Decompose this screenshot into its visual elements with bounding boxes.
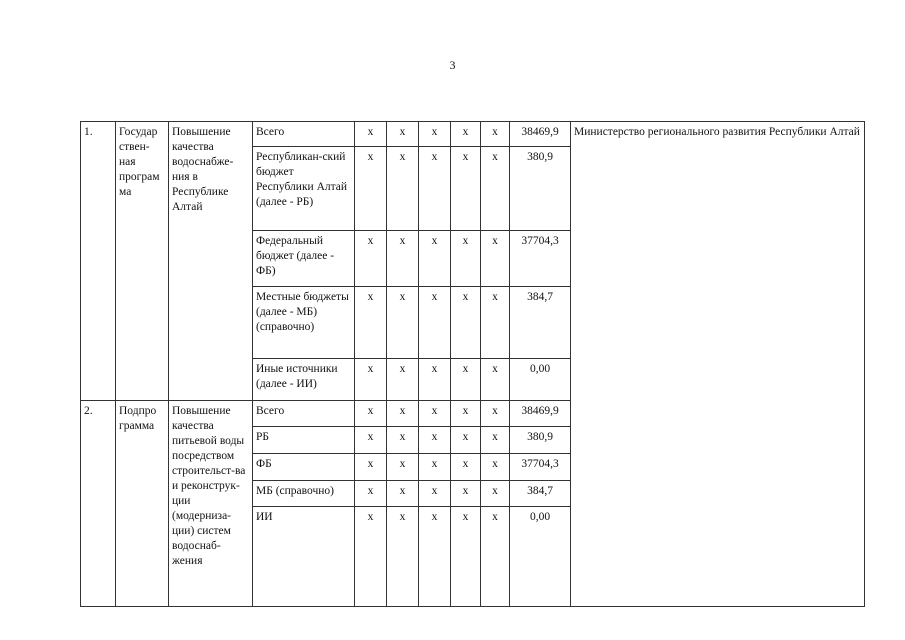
total-amount: 38469,9 (510, 122, 571, 147)
year-mark: x (387, 401, 419, 427)
year-mark: x (355, 427, 387, 454)
year-mark: x (355, 122, 387, 147)
year-mark: x (419, 122, 451, 147)
source-name: ИИ (253, 507, 355, 607)
year-mark: x (451, 427, 481, 454)
total-amount: 384,7 (510, 287, 571, 359)
year-mark: x (387, 454, 419, 481)
row-number: 1. (81, 122, 116, 401)
year-mark: x (481, 454, 510, 481)
source-name: ФБ (253, 454, 355, 481)
year-mark: x (481, 481, 510, 507)
year-mark: x (419, 231, 451, 287)
year-mark: x (481, 231, 510, 287)
year-mark: x (451, 231, 481, 287)
year-mark: x (419, 507, 451, 607)
responsible-executor: Министерство регионального развития Республики Алтай (571, 122, 865, 607)
year-mark: x (387, 359, 419, 401)
row-title: Повышение качества питьевой воды посредством строительст-ва и реконструк-ции (модерниза-ции) систем водоснаб-жения (169, 401, 253, 607)
row-type: Подпро грамма (116, 401, 169, 607)
year-mark: x (355, 401, 387, 427)
source-name: Федеральный бюджет (далее - ФБ) (253, 231, 355, 287)
source-name: МБ (справочно) (253, 481, 355, 507)
row-type: Государ ствен-ная програм ма (116, 122, 169, 401)
source-name: Иные источники (далее - ИИ) (253, 359, 355, 401)
year-mark: x (481, 427, 510, 454)
year-mark: x (355, 454, 387, 481)
year-mark: x (419, 359, 451, 401)
program-table (80, 121, 865, 607)
year-mark: x (481, 507, 510, 607)
year-mark: x (419, 147, 451, 231)
year-mark: x (387, 147, 419, 231)
year-mark: x (451, 359, 481, 401)
source-name: Всего (253, 401, 355, 427)
year-mark: x (481, 359, 510, 401)
row-number: 2. (81, 401, 116, 607)
year-mark: x (355, 507, 387, 607)
table-row (81, 122, 865, 147)
source-name: Республикан-ский бюджет Республики Алтай (далее - РБ) (253, 147, 355, 231)
year-mark: x (419, 287, 451, 359)
year-mark: x (481, 122, 510, 147)
year-mark: x (387, 122, 419, 147)
year-mark: x (451, 147, 481, 231)
total-amount: 0,00 (510, 359, 571, 401)
year-mark: x (419, 427, 451, 454)
source-name: Всего (253, 122, 355, 147)
year-mark: x (481, 401, 510, 427)
page-number: 3 (449, 58, 456, 72)
year-mark: x (451, 287, 481, 359)
year-mark: x (387, 481, 419, 507)
year-mark: x (419, 481, 451, 507)
year-mark: x (451, 122, 481, 147)
year-mark: x (481, 147, 510, 231)
year-mark: x (355, 359, 387, 401)
year-mark: x (387, 287, 419, 359)
year-mark: x (481, 287, 510, 359)
year-mark: x (355, 147, 387, 231)
total-amount: 380,9 (510, 147, 571, 231)
year-mark: x (355, 481, 387, 507)
total-amount: 37704,3 (510, 231, 571, 287)
year-mark: x (387, 231, 419, 287)
source-name: РБ (253, 427, 355, 454)
year-mark: x (387, 507, 419, 607)
total-amount: 380,9 (510, 427, 571, 454)
total-amount: 384,7 (510, 481, 571, 507)
source-name: Местные бюджеты (далее - МБ) (справочно) (253, 287, 355, 359)
year-mark: x (451, 481, 481, 507)
year-mark: x (451, 401, 481, 427)
year-mark: x (419, 401, 451, 427)
year-mark: x (451, 507, 481, 607)
total-amount: 38469,9 (510, 401, 571, 427)
year-mark: x (387, 427, 419, 454)
total-amount: 37704,3 (510, 454, 571, 481)
year-mark: x (419, 454, 451, 481)
total-amount: 0,00 (510, 507, 571, 607)
year-mark: x (451, 454, 481, 481)
year-mark: x (355, 231, 387, 287)
row-title: Повышение качества водоснабже-ния в Республике Алтай (169, 122, 253, 401)
year-mark: x (355, 287, 387, 359)
